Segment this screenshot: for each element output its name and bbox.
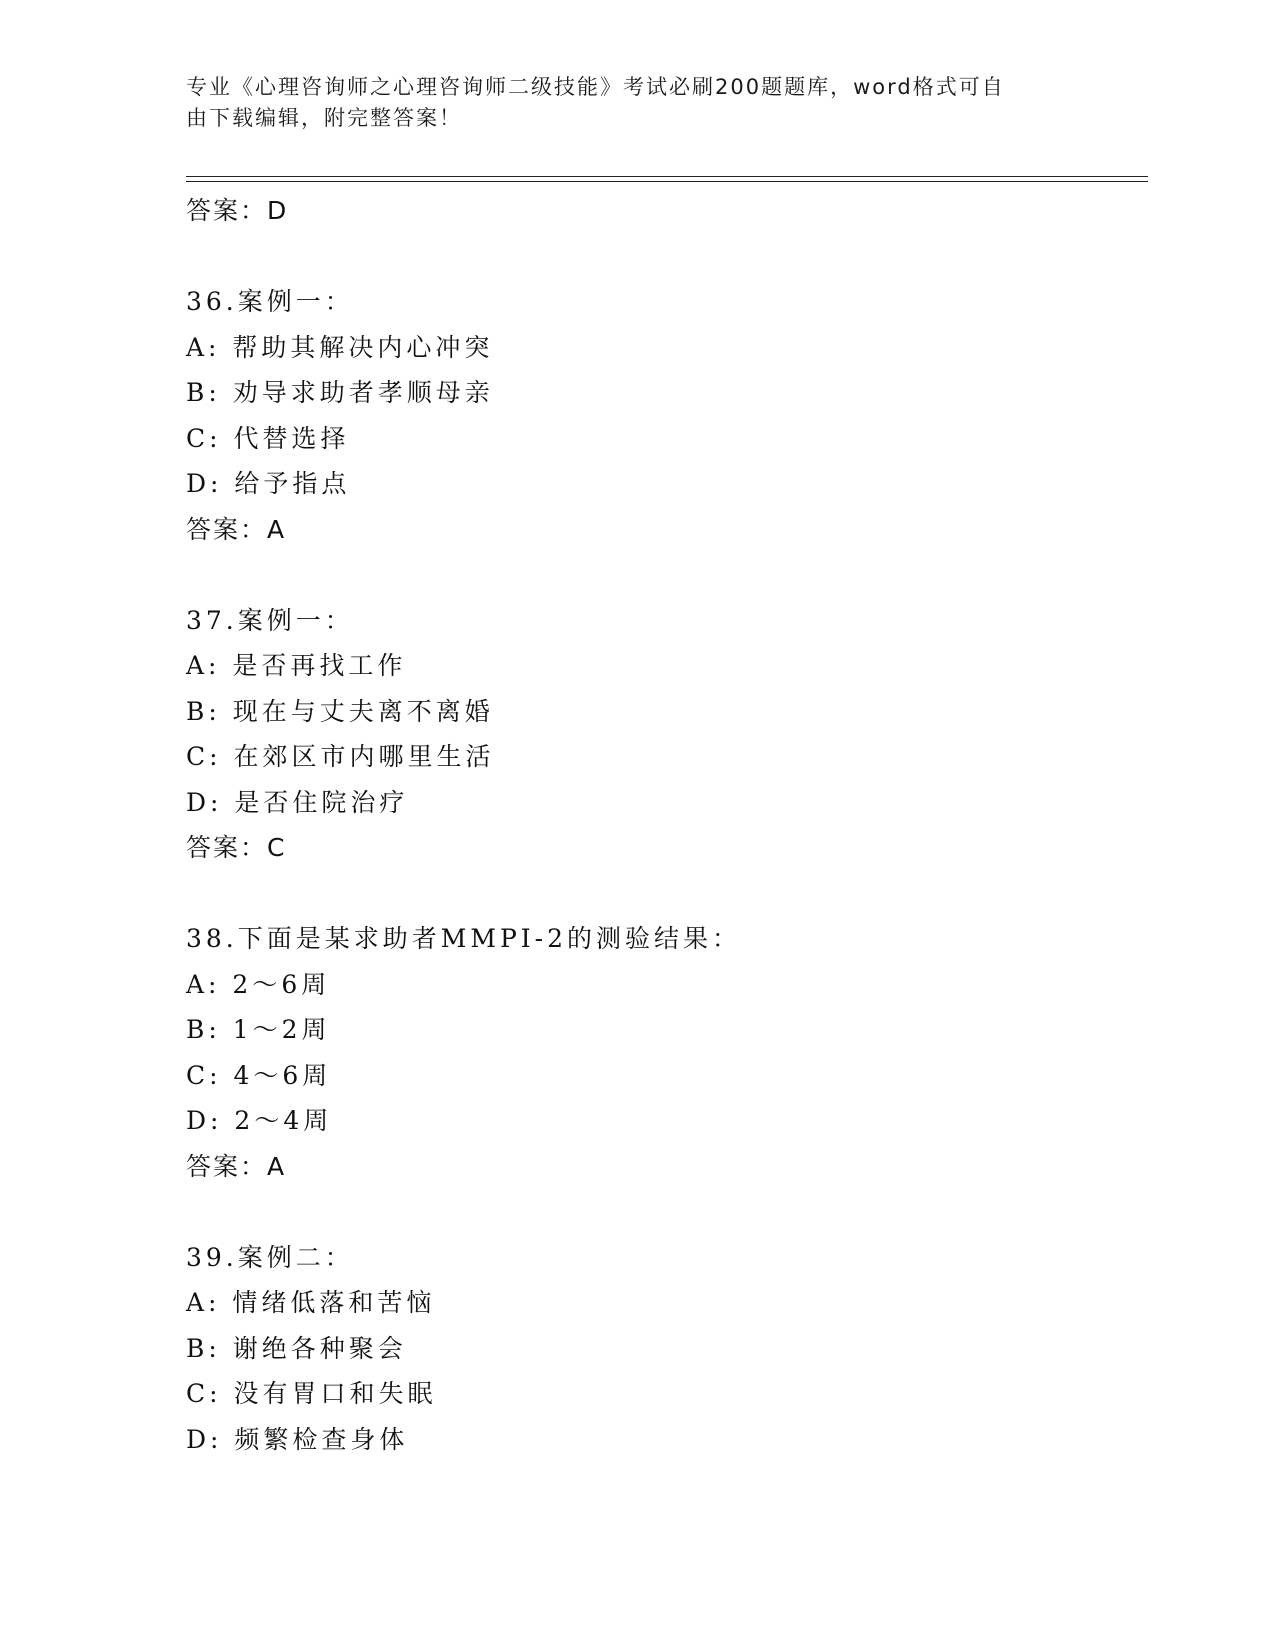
option-d: D: 频繁检查身体 xyxy=(186,1424,409,1454)
answer-prefix: 答案： xyxy=(186,196,268,225)
question-stem: 38.下面是某求助者MMPI-2的测验结果： xyxy=(186,924,742,953)
spacer xyxy=(186,552,1146,598)
option-b: B: 谢绝各种聚会 xyxy=(186,1333,407,1363)
option-b: B: 劝导求助者孝顺母亲 xyxy=(186,378,494,407)
answer-value: D xyxy=(267,196,289,225)
option-a: A: 是否再找工作 xyxy=(186,651,407,680)
question-block xyxy=(186,1235,1146,1463)
answer-value: A xyxy=(267,1151,287,1181)
answer-prefix: 答案： xyxy=(186,1151,268,1181)
option-c: C: 没有胃口和失眠 xyxy=(186,1379,437,1408)
answer-prefix: 答案： xyxy=(186,514,268,544)
answer-line xyxy=(186,1144,1146,1190)
question-stem: 39.案例二： xyxy=(186,1242,354,1272)
option-d: D: 给予指点 xyxy=(186,469,351,498)
spacer xyxy=(186,871,1146,917)
header-line-2: 由下载编辑，附完整答案！ xyxy=(186,106,462,130)
answer-line xyxy=(186,825,1146,871)
option-c: C: 代替选择 xyxy=(186,423,350,453)
header-divider-second xyxy=(186,181,1148,182)
option-c: C: 在郊区市内哪里生活 xyxy=(186,742,495,771)
header-divider xyxy=(186,176,1148,177)
option-b: B: 1～2周 xyxy=(186,1015,331,1044)
document-header xyxy=(186,72,1066,134)
question-stem: 36.案例一： xyxy=(186,287,354,316)
option-a: A: 2～6周 xyxy=(186,969,331,999)
header-line-1: 专业《心理咨询师之心理咨询师二级技能》考试必刷200题题库，word格式可自 xyxy=(186,75,1005,99)
question-list xyxy=(186,188,1146,1462)
answer-line xyxy=(186,507,1146,553)
spacer xyxy=(186,234,1146,280)
answer-value: A xyxy=(267,514,287,544)
option-d: D: 2～4周 xyxy=(186,1106,333,1135)
question-stem: 37.案例一： xyxy=(186,605,354,635)
question-block xyxy=(186,279,1146,552)
question-block xyxy=(186,916,1146,1189)
option-d: D: 是否住院治疗 xyxy=(186,787,409,817)
question-block xyxy=(186,598,1146,871)
option-a: A: 情绪低落和苦恼 xyxy=(186,1288,436,1317)
option-b: B: 现在与丈夫离不离婚 xyxy=(186,696,494,726)
spacer xyxy=(186,1189,1146,1235)
option-a: A: 帮助其解决内心冲突 xyxy=(186,332,494,362)
answer-value: C xyxy=(267,833,287,862)
answer-line xyxy=(186,188,1146,234)
answer-prefix: 答案： xyxy=(186,833,268,862)
option-c: C: 4～6周 xyxy=(186,1060,332,1090)
